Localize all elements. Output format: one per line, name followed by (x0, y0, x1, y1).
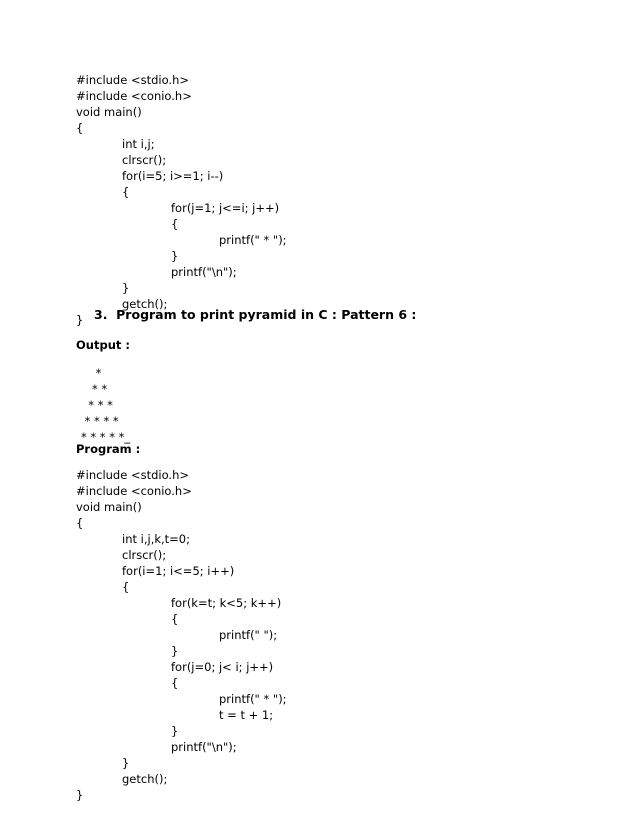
code-line: { (122, 580, 130, 594)
code-line: { (76, 516, 84, 530)
code-line: for(i=1; i<=5; i++) (122, 564, 235, 578)
code-line: #include <stdio.h> (76, 73, 190, 87)
code-line: { (171, 676, 179, 690)
output-line: * (81, 366, 102, 380)
program-label: Program : (76, 442, 141, 456)
code-line: getch(); (122, 297, 168, 311)
code-line: printf(" "); (219, 628, 278, 642)
code-line: getch(); (122, 772, 168, 786)
code-line: { (171, 612, 179, 626)
output-line: * * (81, 382, 108, 396)
code-line: #include <conio.h> (76, 484, 192, 498)
pyramid-output (81, 365, 130, 445)
code-block-pattern-5 (76, 72, 287, 328)
code-line: int i,j; (122, 137, 155, 151)
output-line: * * * * (81, 414, 119, 428)
code-line: clrscr(); (122, 153, 167, 167)
code-line: { (76, 121, 84, 135)
code-line: #include <conio.h> (76, 89, 192, 103)
code-line: } (171, 724, 179, 738)
code-line: for(j=0; j< i; j++) (171, 660, 274, 674)
code-line: void main() (76, 105, 142, 119)
code-line: for(i=5; i>=1; i--) (122, 169, 224, 183)
code-line: } (76, 788, 84, 802)
code-line: printf("\n"); (171, 740, 237, 754)
code-line: { (122, 185, 130, 199)
code-line: } (122, 281, 130, 295)
code-line: void main() (76, 500, 142, 514)
code-line: clrscr(); (122, 548, 167, 562)
output-line: * * * * *_ (81, 430, 131, 444)
code-line: for(j=1; j<=i; j++) (171, 201, 280, 215)
code-line: int i,j,k,t=0; (122, 532, 191, 546)
output-label: Output : (76, 338, 130, 352)
section-heading: 3. Program to print pyramid in C : Pattern 6 : (94, 307, 417, 322)
code-line: } (171, 644, 179, 658)
code-line: printf("\n"); (171, 265, 237, 279)
code-line: } (76, 313, 84, 327)
code-line: #include <stdio.h> (76, 468, 190, 482)
code-block-pattern-6 (76, 467, 287, 803)
code-line: for(k=t; k<5; k++) (171, 596, 282, 610)
code-line: t = t + 1; (219, 708, 274, 722)
code-line: printf(" * "); (219, 233, 287, 247)
code-line: } (171, 249, 179, 263)
code-line: { (171, 217, 179, 231)
output-line: * * * (81, 398, 113, 412)
code-line: } (122, 756, 130, 770)
code-line: printf(" * "); (219, 692, 287, 706)
